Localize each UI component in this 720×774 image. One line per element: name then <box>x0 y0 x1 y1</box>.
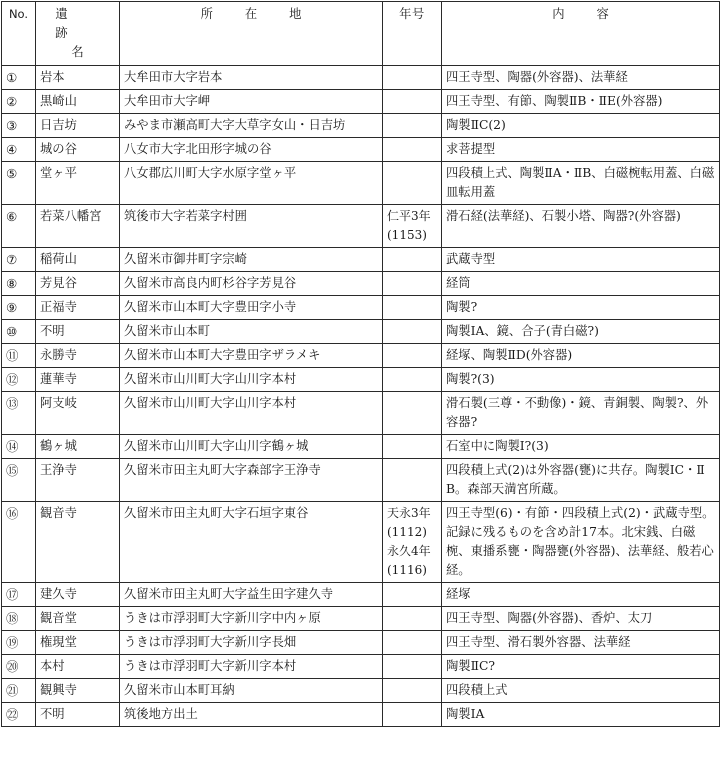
location: 久留米市山本町大字豊田字ザラメキ <box>120 344 383 368</box>
era <box>383 296 442 320</box>
header-no: No. <box>2 2 36 66</box>
site-name: 蓮華寺 <box>36 368 120 392</box>
era <box>383 703 442 727</box>
row-number: ⑩ <box>2 320 36 344</box>
contents: 四段積上式(2)は外容器(甕)に共存。陶製ⅠC・ⅡB。森部天満宮所蔵。 <box>442 459 720 502</box>
contents: 陶製?(3) <box>442 368 720 392</box>
contents: 四段積上式、陶製ⅡA・ⅡB、白磁椀転用蓋、白磁皿転用蓋 <box>442 162 720 205</box>
location: 久留米市山本町耳納 <box>120 679 383 703</box>
row-number: ⑬ <box>2 392 36 435</box>
location: 久留米市山川町大字山川字本村 <box>120 392 383 435</box>
location: 八女郡広川町大字水原字堂ヶ平 <box>120 162 383 205</box>
era <box>383 459 442 502</box>
table-row <box>2 607 720 631</box>
table-row <box>2 502 720 583</box>
location: 大牟田市大字岩本 <box>120 66 383 90</box>
site-name: 観音寺 <box>36 502 120 583</box>
table-row <box>2 344 720 368</box>
era <box>383 272 442 296</box>
table-row <box>2 631 720 655</box>
table-row <box>2 296 720 320</box>
header-row <box>2 2 720 66</box>
location: みやま市瀬高町大字大草字女山・日吉坊 <box>120 114 383 138</box>
table-row <box>2 138 720 162</box>
location: 久留米市田主丸町大字森部字王浄寺 <box>120 459 383 502</box>
site-name: 日吉坊 <box>36 114 120 138</box>
contents: 陶製ⅠA、鏡、合子(青白磁?) <box>442 320 720 344</box>
location: 久留米市田主丸町大字益生田字建久寺 <box>120 583 383 607</box>
site-name: 黒崎山 <box>36 90 120 114</box>
table-row <box>2 435 720 459</box>
location: うきは市浮羽町大字新川字中内ヶ原 <box>120 607 383 631</box>
row-number: ⑲ <box>2 631 36 655</box>
table-row <box>2 114 720 138</box>
row-number: ⑮ <box>2 459 36 502</box>
contents: 経塚、陶製ⅡD(外容器) <box>442 344 720 368</box>
table-row <box>2 655 720 679</box>
location: 筑後市大字若菜字村囲 <box>120 205 383 248</box>
location: うきは市浮羽町大字新川字本村 <box>120 655 383 679</box>
row-number: ② <box>2 90 36 114</box>
contents: 滑石経(法華経)、石製小塔、陶器?(外容器) <box>442 205 720 248</box>
era <box>383 583 442 607</box>
site-name: 鶴ヶ城 <box>36 435 120 459</box>
era <box>383 655 442 679</box>
era: 天永3年(1112)永久4年(1116) <box>383 502 442 583</box>
location: 久留米市山川町大字山川字本村 <box>120 368 383 392</box>
era <box>383 607 442 631</box>
table-row <box>2 248 720 272</box>
contents: 石室中に陶製Ⅰ?(3) <box>442 435 720 459</box>
site-name: 正福寺 <box>36 296 120 320</box>
contents: 陶製? <box>442 296 720 320</box>
row-number: ⑪ <box>2 344 36 368</box>
sutra-mound-sites-table <box>1 1 720 727</box>
table-row <box>2 320 720 344</box>
table-row <box>2 679 720 703</box>
site-name: 永勝寺 <box>36 344 120 368</box>
site-name: 堂ヶ平 <box>36 162 120 205</box>
site-name: 岩本 <box>36 66 120 90</box>
row-number: ⑭ <box>2 435 36 459</box>
era <box>383 679 442 703</box>
site-name: 権現堂 <box>36 631 120 655</box>
site-name: 芳見谷 <box>36 272 120 296</box>
header-era: 年号 <box>383 2 442 66</box>
site-name: 阿支岐 <box>36 392 120 435</box>
table-row <box>2 162 720 205</box>
contents: 四段積上式 <box>442 679 720 703</box>
table-row <box>2 368 720 392</box>
location: うきは市浮羽町大字新川字長畑 <box>120 631 383 655</box>
contents: 四王寺型、陶器(外容器)、香炉、太刀 <box>442 607 720 631</box>
location: 大牟田市大字岬 <box>120 90 383 114</box>
site-name: 若菜八幡宮 <box>36 205 120 248</box>
row-number: ① <box>2 66 36 90</box>
table-row <box>2 583 720 607</box>
row-number: ⑰ <box>2 583 36 607</box>
header-location: 所在地 <box>120 2 383 66</box>
contents: 陶製ⅠA <box>442 703 720 727</box>
location: 八女市大字北田形字城の谷 <box>120 138 383 162</box>
row-number: ⑳ <box>2 655 36 679</box>
location: 久留米市御井町字宗崎 <box>120 248 383 272</box>
site-name: 観音堂 <box>36 607 120 631</box>
contents: 四王寺型、滑石製外容器、法華経 <box>442 631 720 655</box>
table-row <box>2 205 720 248</box>
row-number: ⑨ <box>2 296 36 320</box>
site-name: 城の谷 <box>36 138 120 162</box>
contents: 求菩提型 <box>442 138 720 162</box>
row-number: ④ <box>2 138 36 162</box>
era <box>383 368 442 392</box>
row-number: ⑧ <box>2 272 36 296</box>
site-name: 稲荷山 <box>36 248 120 272</box>
era: 仁平3年(1153) <box>383 205 442 248</box>
era <box>383 344 442 368</box>
era <box>383 162 442 205</box>
row-number: ㉑ <box>2 679 36 703</box>
location: 久留米市山本町大字豊田字小寺 <box>120 296 383 320</box>
row-number: ⑤ <box>2 162 36 205</box>
row-number: ⑱ <box>2 607 36 631</box>
table-row <box>2 90 720 114</box>
era <box>383 66 442 90</box>
site-name: 不明 <box>36 703 120 727</box>
header-site-name: 遺跡名 <box>36 2 120 66</box>
era <box>383 114 442 138</box>
era <box>383 248 442 272</box>
contents: 滑石製(三尊・不動像)・鏡、青銅製、陶製?、外容器? <box>442 392 720 435</box>
era <box>383 631 442 655</box>
site-name: 観興寺 <box>36 679 120 703</box>
table-row <box>2 703 720 727</box>
header-contents: 内容 <box>442 2 720 66</box>
contents: 経筒 <box>442 272 720 296</box>
era <box>383 392 442 435</box>
location: 久留米市高良内町杉谷字芳見谷 <box>120 272 383 296</box>
site-name: 建久寺 <box>36 583 120 607</box>
location: 久留米市山本町 <box>120 320 383 344</box>
contents: 四王寺型、陶器(外容器)、法華経 <box>442 66 720 90</box>
row-number: ⑫ <box>2 368 36 392</box>
row-number: ③ <box>2 114 36 138</box>
location: 久留米市田主丸町大字石垣字東谷 <box>120 502 383 583</box>
contents: 経塚 <box>442 583 720 607</box>
table-row <box>2 459 720 502</box>
row-number: ⑦ <box>2 248 36 272</box>
row-number: ⑥ <box>2 205 36 248</box>
contents: 武蔵寺型 <box>442 248 720 272</box>
table-row <box>2 66 720 90</box>
site-name: 不明 <box>36 320 120 344</box>
era <box>383 90 442 114</box>
location: 筑後地方出土 <box>120 703 383 727</box>
contents: 陶製ⅡC? <box>442 655 720 679</box>
table-row <box>2 272 720 296</box>
era <box>383 138 442 162</box>
row-number: ⑯ <box>2 502 36 583</box>
era <box>383 320 442 344</box>
location: 久留米市山川町大字山川字鶴ヶ城 <box>120 435 383 459</box>
table-body <box>2 66 720 727</box>
contents: 四王寺型(6)・有節・四段積上式(2)・武蔵寺型。記録に残るものを含め計17本。北宋銭、白磁椀、東播系甕・陶器甕(外容器)、法華経、般若心経。 <box>442 502 720 583</box>
site-name: 王浄寺 <box>36 459 120 502</box>
contents: 四王寺型、有節、陶製ⅡB・ⅡE(外容器) <box>442 90 720 114</box>
row-number: ㉒ <box>2 703 36 727</box>
contents: 陶製ⅡC(2) <box>442 114 720 138</box>
table-row <box>2 392 720 435</box>
site-name: 本村 <box>36 655 120 679</box>
era <box>383 435 442 459</box>
